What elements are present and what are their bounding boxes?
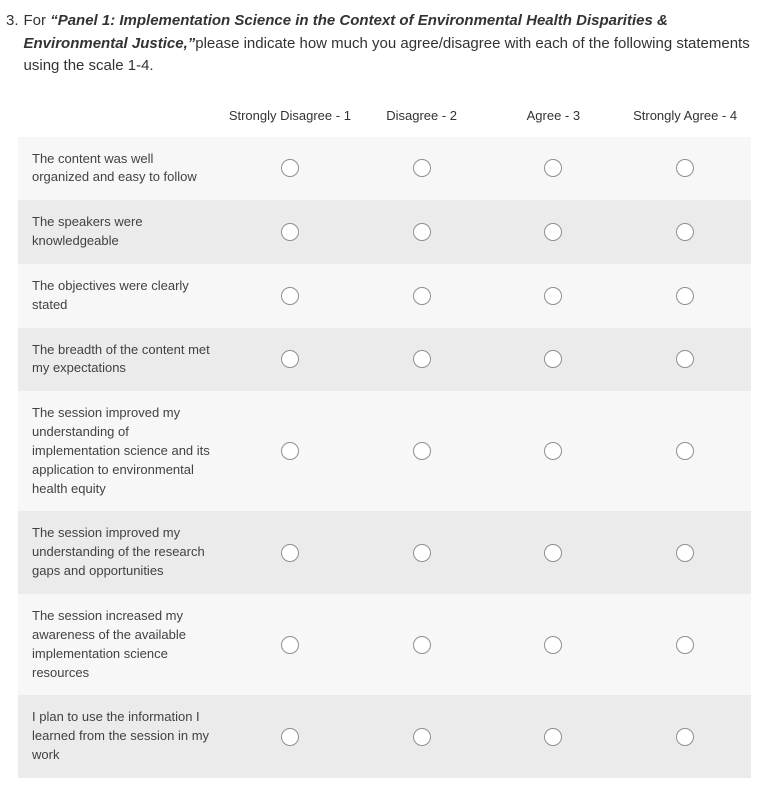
radio-row8-option4[interactable] [676,728,694,746]
radio-row2-option4[interactable] [676,223,694,241]
radio-row7-option2[interactable] [413,636,431,654]
radio-cell [224,511,356,594]
radio-cell [488,594,620,695]
statement-label: The content was well organized and easy to follow [32,150,197,185]
option-header-1: Strongly Disagree - 1 [228,107,351,123]
radio-row8-option1[interactable] [281,728,299,746]
radio-row5-option2[interactable] [413,442,431,460]
radio-row8-option3[interactable] [544,728,562,746]
likert-row [18,695,751,778]
radio-cell [619,137,751,201]
radio-cell [619,695,751,778]
statement-label: The session increased my awareness of the available implementation science resources [32,608,186,680]
question-text [24,10,766,78]
radio-row1-option2[interactable] [413,159,431,177]
radio-row5-option3[interactable] [544,442,562,460]
question-number: 3. [6,12,19,29]
radio-row5-option4[interactable] [676,442,694,460]
question-prefix: For [23,12,51,29]
radio-row4-option3[interactable] [544,350,562,368]
likert-row [18,328,751,392]
radio-row6-option3[interactable] [544,544,562,562]
radio-cell [224,264,356,328]
option-header-2: Disagree - 2 [386,107,458,123]
radio-cell [224,695,356,778]
likert-row [18,200,751,264]
radio-row2-option3[interactable] [544,223,562,241]
radio-cell [356,264,488,328]
radio-cell [488,200,620,264]
radio-cell [488,695,620,778]
radio-row1-option3[interactable] [544,159,562,177]
radio-cell [356,594,488,695]
radio-cell [619,328,751,392]
radio-cell [488,137,620,201]
radio-row6-option2[interactable] [413,544,431,562]
radio-row2-option1[interactable] [281,223,299,241]
radio-row8-option2[interactable] [413,728,431,746]
radio-cell [619,511,751,594]
question-block [6,10,769,78]
radio-row1-option1[interactable] [281,159,299,177]
likert-row [18,511,751,594]
radio-cell [619,594,751,695]
likert-row [18,137,751,201]
radio-cell [619,200,751,264]
statement-label: The breadth of the content met my expectations [32,341,210,376]
likert-row [18,391,751,511]
header-spacer [18,106,224,125]
radio-cell [488,391,620,511]
radio-cell [356,328,488,392]
question-emphasis: “Panel 1: Implementation Science in the Context of Environmental Health Disparities & Environmental Justice,” [23,12,668,52]
radio-cell [488,511,620,594]
likert-header [18,106,751,125]
radio-cell [356,200,488,264]
radio-row1-option4[interactable] [676,159,694,177]
radio-cell [356,695,488,778]
statement-label: The speakers were knowledgeable [32,214,143,249]
radio-row6-option1[interactable] [281,544,299,562]
radio-cell [619,391,751,511]
radio-cell [224,200,356,264]
radio-cell [488,264,620,328]
radio-cell [488,328,620,392]
radio-cell [356,391,488,511]
question-suffix: please indicate how much you agree/disagree with each of the following statements using the scale 1-4. [23,34,750,74]
radio-row7-option1[interactable] [281,636,299,654]
radio-cell [224,391,356,511]
radio-row4-option4[interactable] [676,350,694,368]
radio-cell [619,264,751,328]
statement-label: The session improved my understanding of the research gaps and opportunities [32,525,205,579]
radio-row3-option1[interactable] [281,287,299,305]
radio-row4-option1[interactable] [281,350,299,368]
radio-cell [224,594,356,695]
statement-label: I plan to use the information I learned from the session in my work [32,709,210,763]
radio-cell [356,137,488,201]
radio-row7-option3[interactable] [544,636,562,654]
radio-row3-option2[interactable] [413,287,431,305]
radio-row3-option4[interactable] [676,287,694,305]
radio-row7-option4[interactable] [676,636,694,654]
radio-cell [356,511,488,594]
radio-cell [224,137,356,201]
radio-row2-option2[interactable] [413,223,431,241]
likert-matrix [18,106,751,778]
statement-label: The session improved my understanding of implementation science and its application to environmental health equity [32,405,210,496]
likert-body [18,137,751,778]
radio-row6-option4[interactable] [676,544,694,562]
radio-row3-option3[interactable] [544,287,562,305]
option-header-3: Agree - 3 [526,107,581,123]
statement-label: The objectives were clearly stated [32,277,189,312]
likert-row [18,264,751,328]
radio-row4-option2[interactable] [413,350,431,368]
option-header-4: Strongly Agree - 4 [633,107,738,123]
likert-row [18,594,751,695]
radio-row5-option1[interactable] [281,442,299,460]
radio-cell [224,328,356,392]
